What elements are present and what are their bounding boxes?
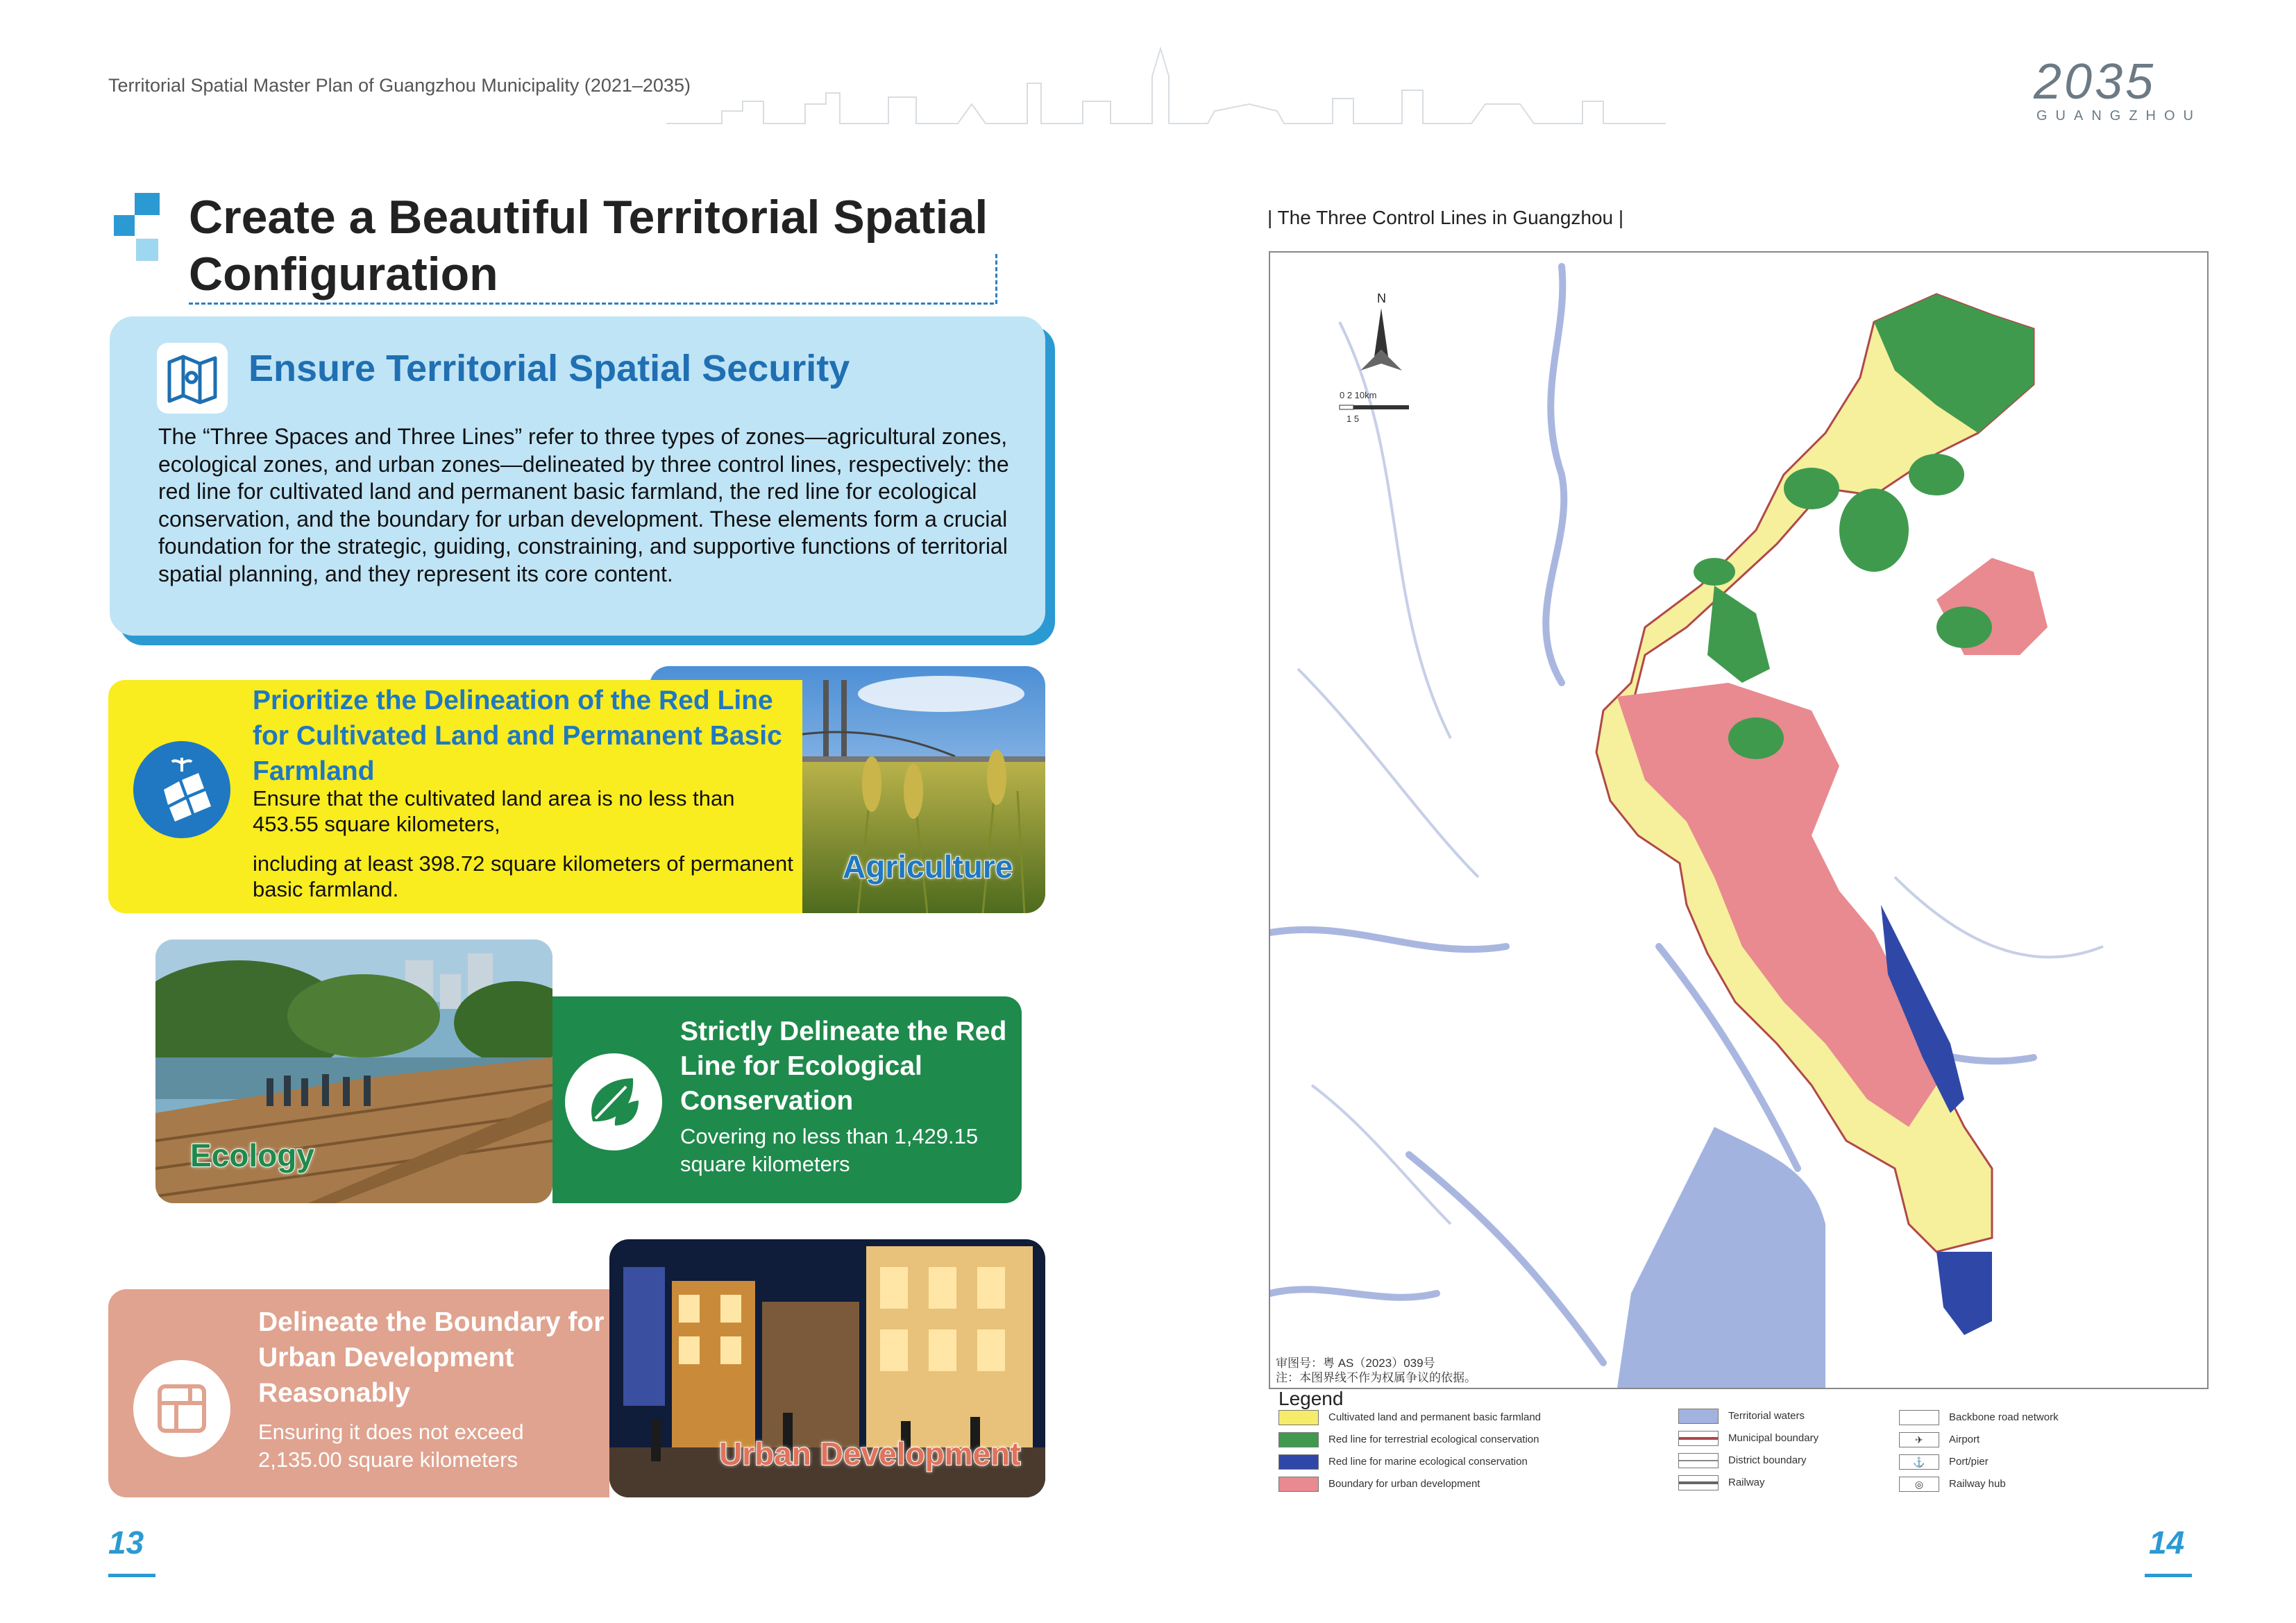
legend-title: Legend xyxy=(1278,1388,1344,1409)
agriculture-body-2: including at least 398.72 square kilometers of permanent basic farmland. xyxy=(253,851,793,901)
train-icon: ◎ xyxy=(1899,1477,1939,1492)
ecology-photo-label: Ecology xyxy=(190,1137,314,1173)
legend-item-road-network xyxy=(1899,1410,2059,1425)
security-body: The “Three Spaces and Three Lines” refer to three types of zones—agricultural zones, ecological zones, and urban zones—delineated by three control lines, respectively: the red line for cultivated land and permanent basic farmland, the red line for ecological conservation, and the boundary for urban development. These elements form a crucial foundation for the strategic, guiding, constraining, and supportive functions of territorial spatial planning, and they represent its core content. xyxy=(158,424,1009,586)
agriculture-title: Prioritize the Delineation of the Red Line for Cultivated Land and Permanent Basic Farmland xyxy=(253,686,782,786)
legend-item-territorial-waters xyxy=(1678,1409,1805,1424)
map-disclaimer: 注：本图界线不作为权属争议的依据。 xyxy=(1276,1371,1476,1384)
legend-label: Railway xyxy=(1728,1476,1765,1488)
legend-label: Municipal boundary xyxy=(1728,1431,1819,1444)
anchor-icon: ⚓ xyxy=(1899,1454,1939,1470)
urban-development-body: Ensuring it does not exceed 2,135.00 square kilometers xyxy=(258,1420,524,1472)
ecology-body: Covering no less than 1,429.15 square kilometers xyxy=(680,1124,979,1176)
legend-item-municipal-boundary xyxy=(1678,1431,1818,1446)
scale-bar-bottom-label: 1 5 xyxy=(1347,414,1360,424)
legend-label: Boundary for urban development xyxy=(1328,1477,1480,1490)
page-number-right-bar xyxy=(2145,1574,2192,1577)
legend-swatch xyxy=(1678,1453,1719,1468)
page-number-left-bar xyxy=(108,1574,155,1577)
legend-item-airport xyxy=(1899,1432,1980,1447)
guangzhou-control-lines-map xyxy=(1269,251,2209,1389)
legend-item-farmland xyxy=(1278,1410,1541,1425)
legend-item-marine-eco xyxy=(1278,1454,1528,1470)
security-heading: Ensure Territorial Spatial Security xyxy=(248,348,850,389)
legend-item-railway-hub xyxy=(1899,1477,2006,1492)
logo-number: 2035 xyxy=(2034,54,2156,110)
legend-item-railway xyxy=(1678,1475,1765,1490)
legend-item-port xyxy=(1899,1454,1989,1470)
legend-swatch xyxy=(1278,1454,1319,1470)
title-underline xyxy=(189,303,994,305)
title-decoration-square-1 xyxy=(135,193,160,215)
airport-icon: ✈ xyxy=(1899,1432,1939,1447)
legend-swatch xyxy=(1678,1431,1719,1446)
map-approval-note xyxy=(1276,1356,1476,1385)
urban-development-photo-label: Urban Development xyxy=(719,1436,1021,1472)
city-grid-icon xyxy=(133,1360,230,1457)
legend-label: Cultivated land and permanent basic farmland xyxy=(1328,1411,1542,1423)
legend-label: Red line for terrestrial ecological conservation xyxy=(1328,1433,1539,1445)
legend-label: Territorial waters xyxy=(1728,1409,1805,1422)
agriculture-body-1: Ensure that the cultivated land area is no less than 453.55 square kilometers, xyxy=(253,786,735,836)
legend-label: District boundary xyxy=(1728,1454,1807,1466)
skyline-decoration xyxy=(666,35,1666,132)
scale-bar-top-label: 0 2 10km xyxy=(1340,390,1377,400)
legend-swatch xyxy=(1278,1410,1319,1425)
legend-swatch xyxy=(1278,1477,1319,1492)
legend-swatch xyxy=(1678,1475,1719,1490)
legend-label: Backbone road network xyxy=(1949,1411,2059,1423)
farmland-icon xyxy=(133,741,230,838)
legend-item-district-boundary xyxy=(1678,1453,1807,1468)
document-header-title: Territorial Spatial Master Plan of Guangzhou Municipality (2021–2035) xyxy=(108,75,691,96)
map-caption: | The Three Control Lines in Guangzhou | xyxy=(1267,207,1624,228)
title-underline-hook xyxy=(991,254,997,304)
page-number-left: 13 xyxy=(108,1524,144,1561)
agriculture-photo-label: Agriculture xyxy=(843,849,1013,885)
legend-item-urban-boundary xyxy=(1278,1477,1480,1492)
compass-north-label: N xyxy=(1377,291,1386,305)
ecology-title: Strictly Delineate the Red Line for Ecological Conservation xyxy=(680,1017,1007,1116)
legend-swatch xyxy=(1899,1410,1939,1425)
legend-label: Railway hub xyxy=(1949,1477,2006,1490)
urban-development-title: Delineate the Boundary for Urban Development Reasonably xyxy=(258,1307,605,1408)
map-approval-number: 审图号：粤 AS（2023）039号 xyxy=(1276,1357,1435,1370)
title-decoration-square-3 xyxy=(136,239,158,261)
leaf-icon xyxy=(565,1053,662,1150)
legend-swatch xyxy=(1278,1432,1319,1447)
legend-label: Red line for marine ecological conservation xyxy=(1328,1455,1528,1468)
page-number-right: 14 xyxy=(2149,1524,2185,1561)
title-decoration-square-2 xyxy=(114,215,135,236)
legend-swatch xyxy=(1678,1409,1719,1424)
legend-label: Port/pier xyxy=(1949,1455,1989,1468)
map-icon xyxy=(157,343,228,414)
legend-item-terrestrial-eco xyxy=(1278,1432,1539,1447)
brand-logo xyxy=(2034,54,2202,124)
legend-label: Airport xyxy=(1949,1433,1980,1445)
page-title: Create a Beautiful Territorial Spatial Configuration xyxy=(189,191,988,300)
logo-city: GUANGZHOU xyxy=(2036,108,2202,124)
